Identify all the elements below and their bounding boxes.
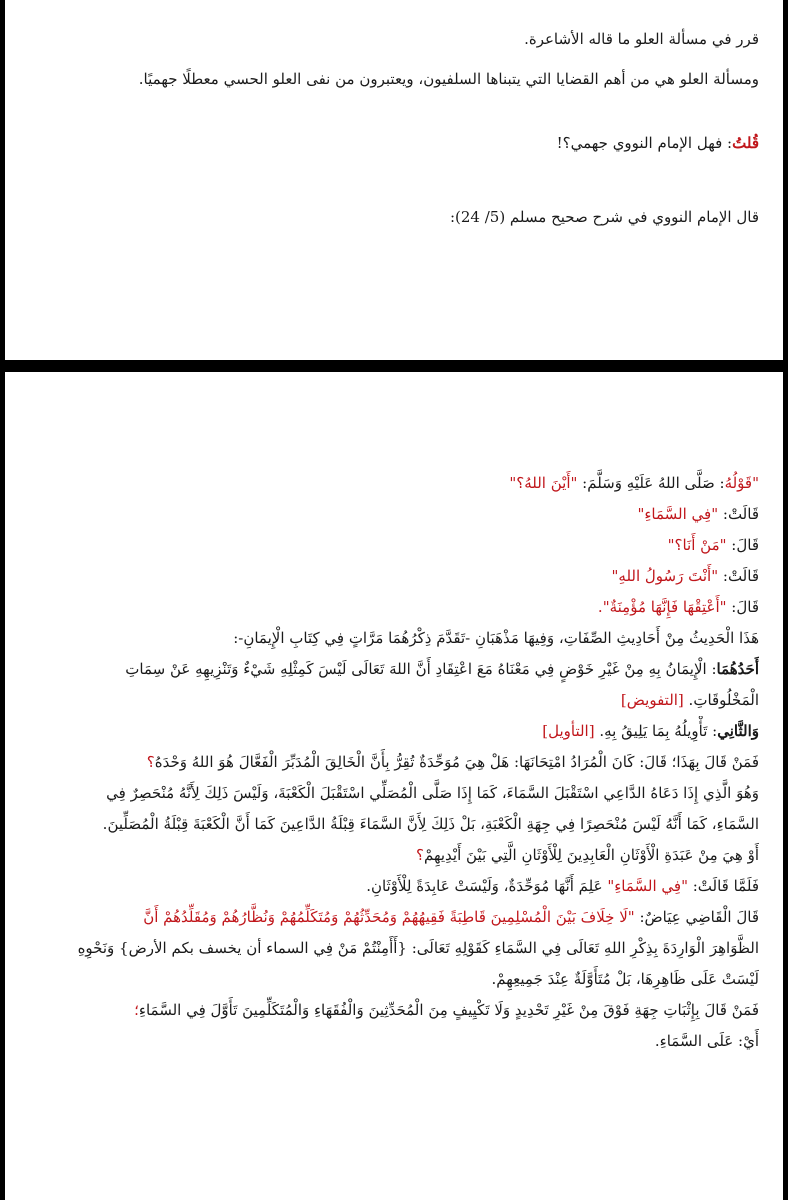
commentary-line-12: السَّمَاءِ، كَمَا أَنَّهُ لَيْسَ مُنْحَصِرًا فِي جِهَةِ الْكَعْبَةِ، بَلْ ذَلِكَ لِأَنَّ السَّمَاءَ قِبْلَةُ الدَّاعِينَ كَمَا أَنَّ الْكَعْبَةَ قِبْلَةُ الْمُصَلِّينَ. [102,815,759,833]
commentary-text: الْمَخْلُوقَاتِ. [683,691,759,709]
commentary-text: أَوْ هِيَ مِنْ عَبَدَةِ الْأَوْثَانِ الْعَابِدِينَ لِلْأَوْثَانِ الَّتِي بَيْنَ أَيْدِيهِمْ [423,846,759,864]
hadith-line-3 [29,530,759,561]
tawil-tag: [التأويل] [542,722,595,740]
second-view-label: وَالثَّانِي [717,722,759,740]
commentary-line-11: وَهُوَ الَّذِي إِذَا دَعَاهُ الدَّاعِي اسْتَقْبَلَ السَّمَاءَ، كَمَا إِذَا صَلَّى الْمُصَلِّي اسْتَقْبَلَ الْكَعْبَةَ، وَلَيْسَ ذَلِكَ لِأَنَّهُ مُنْحَصِرٌ فِي [106,784,759,802]
commentary-text: وَنَحْوِهِ [77,939,120,957]
commentary-line-18 [29,995,759,1026]
quote: "أَنْتَ رَسُولُ اللهِ" [611,567,719,585]
commentary-text: فَمَنْ قَالَ بِإِثْبَاتِ جِهَةِ فَوْقَ مِنْ غَيْرِ تَحْدِيدٍ وَلَا تَكْيِيفٍ مِنَ الْمُحَدِّثِينَ وَالْفُقَهَاءِ وَالْمُتَكَلِّمِينَ تَأَوَّلَ فِي السَّمَاءِ [138,1001,759,1019]
quote: "مَنْ أَنَا؟" [667,536,727,554]
commentary-line-8 [29,685,759,716]
tafwid-tag: [التفويض] [620,691,684,709]
qadi-iyad-label: قَالَ الْقَاضِي عِيَاضٌ: [634,908,759,926]
commentary-text: : تَأْوِيلُهُ بِمَا يَلِيقُ بِهِ. [594,722,718,740]
question-mark: ؟ [416,846,424,864]
bottom-page [5,372,783,1200]
commentary-line-19: أَيْ: عَلَى السَّمَاءِ. [654,1032,759,1050]
speaker: قَالَتْ: [718,567,759,585]
quote: "لَا خِلَافَ بَيْنَ الْمُسْلِمِينَ قَاطِبَةً فَقِيهُهُمْ وَمُحَدِّثُهُمْ وَمُتَكَلِّمُهُمْ وَنُظَّارُهُمْ وَمُقَلِّدُهُمْ أَنَّ [143,908,635,926]
commentary-text: عَلِمَ أَنَّهَا مُوَحِّدَةٌ، وَلَيْسَتْ عَابِدَةً لِلْأَوْثَانِ. [366,877,608,895]
commentary-text: فَمَنْ قَالَ بِهَذَا؛ قَالَ: كَانَ الْمُرَادُ امْتِحَانَهَا: هَلْ هِيَ مُوَحِّدَةٌ تُقِرُّ بِأَنَّ الْخَالِقَ الْمُدَبِّرَ الْفَعَّالَ هُوَ اللهُ وَحْدَهُ [154,753,759,771]
question-mark: ؟ [146,753,155,771]
commentary-line-17: لَيْسَتْ عَلَى ظَاهِرِهَا، بَلْ مُتَأَوَّلَةٌ عِنْدَ جَمِيعِهِمْ. [491,970,759,988]
commentary-line-9 [29,716,759,747]
first-view-label: أَحَدُهُمَا [716,660,759,678]
quote-aina-allah: "أَيْنَ اللهُ؟" [509,474,578,492]
semicolon: ؛ [134,1001,139,1019]
commentary-text: : الْإِيمَانُ بِهِ مِنْ غَيْرِ خَوْضٍ فِي مَعْنَاهُ مَعَ اعْتِقَادِ أَنَّ اللهَ تَعَالَى لَيْسَ كَمِثْلِهِ شَيْءٌ وَتَنْزِيهِهِ عَنْ سِمَاتِ [125,660,717,678]
hadith-text: : صَلَّى اللهُ عَلَيْهِ وَسَلَّمَ: [577,474,725,492]
hadith-line-1 [29,468,759,499]
commentary-line-6: هَذَا الْحَدِيثُ مِنْ أَحَادِيثِ الصِّفَاتِ، وَفِيهَا مَذْهَبَانِ -تَقَدَّمَ ذِكْرُهُمَا مَرَّاتٍ فِي كِتَابِ الْإِيمَانِ-: [233,629,759,647]
hadith-line-5 [29,592,759,623]
speaker: قَالَ: [726,598,759,616]
commentary-line-15 [29,902,759,933]
quran-verse: {أَأَمِنْتُمْ مَنْ فِي السماء أن يخسف بكم الأرض} [119,939,407,957]
top-page [5,0,783,360]
quote: "فِي السَّمَاءِ" [607,877,688,895]
quote: "أَعْتِقْهَا فَإِنَّهَا مُؤْمِنَةٌ". [597,598,727,616]
hadith-line-4 [29,561,759,592]
quote: "فِي السَّمَاءِ" [637,505,719,523]
commentary-line-7 [29,654,759,685]
commentary-text: الظَّوَاهِرَ الْوَارِدَةَ بِذِكْرِ اللهِ تَعَالَى فِي السَّمَاءِ كَقَوْلِهِ تَعَالَى: [406,939,759,957]
commentary-line-10 [29,747,759,778]
commentary-text: فَلَمَّا قَالَتْ: [687,877,759,895]
paragraph-1: قرر في مسألة العلو ما قاله الأشاعرة. [524,30,759,48]
speaker: قَالَتْ: [718,505,759,523]
speaker: قَالَ: [726,536,759,554]
hadith-line-2 [29,499,759,530]
commentary-line-16 [29,933,759,964]
paragraph-3-text: : فهل الإمام النووي جهمي؟! [556,134,733,152]
commentary-line-13 [29,840,759,871]
paragraph-3 [29,132,759,154]
qultu-label: قُلتُ [732,134,759,152]
paragraph-4: قال الإمام النووي في شرح صحيح مسلم (5/ 24): [449,208,759,226]
commentary-line-14 [29,871,759,902]
paragraph-2: ومسألة العلو هي من أهم القضايا التي يتبناها السلفيون، ويعتبرون من نفى العلو الحسي معطلًا جهميًا. [138,70,759,88]
quote-qawluhu: "قَوْلُهُ [724,474,759,492]
